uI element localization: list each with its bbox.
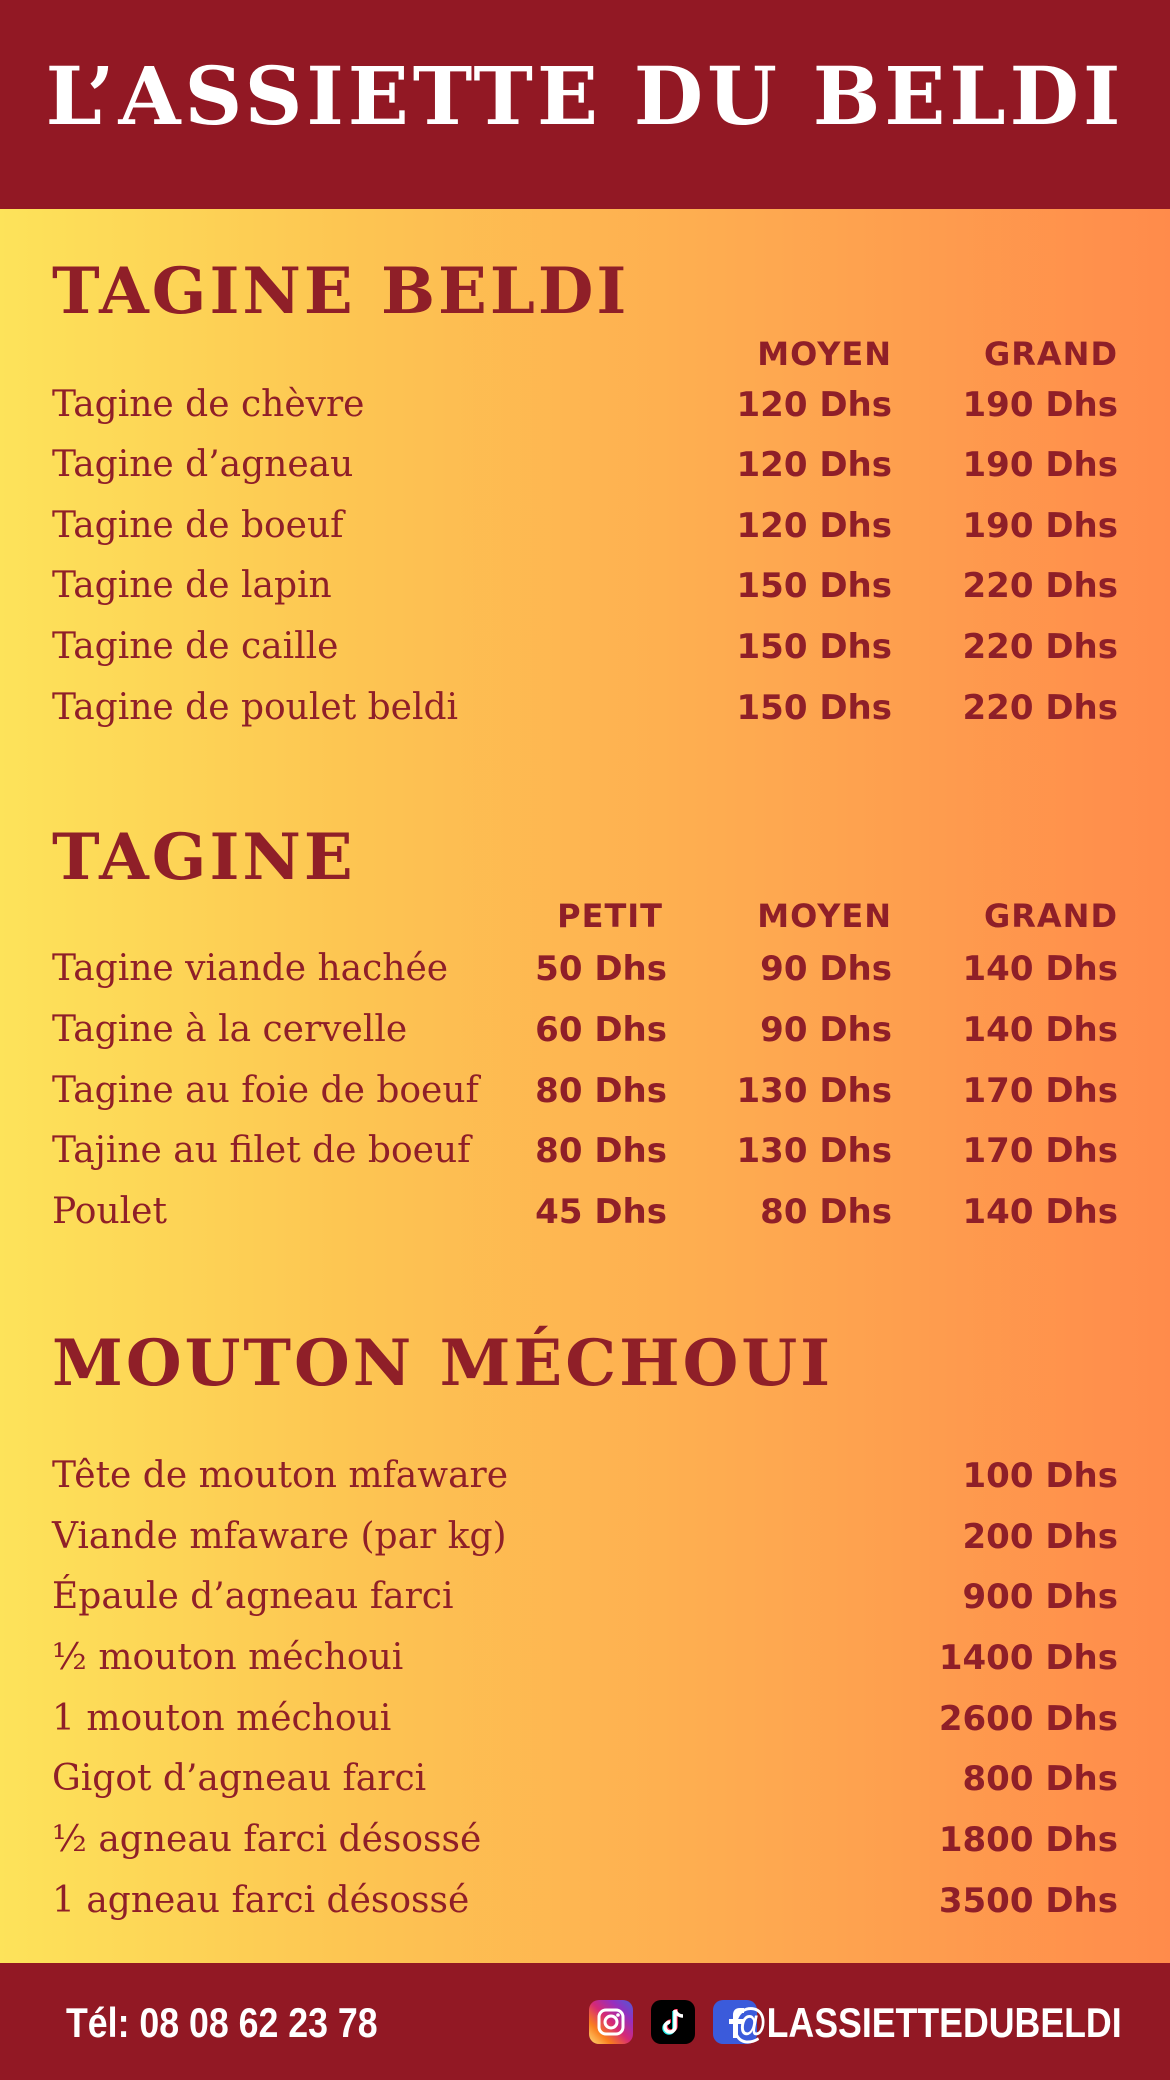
item-price: 3500 Dhs: [938, 1881, 1118, 1921]
section-title-mouton-mechoui: MOUTON MÉCHOUI: [52, 1326, 834, 1401]
menu-item: [0, 678, 1170, 738]
price-moyen: 120 Dhs: [736, 506, 892, 546]
item-name: Tagine de chèvre: [52, 384, 365, 425]
price-petit: 45 Dhs: [535, 1192, 667, 1232]
column-header-petit: PETIT: [557, 897, 663, 935]
item-name: ½ mouton méchoui: [52, 1637, 404, 1678]
price-grand: 140 Dhs: [962, 949, 1118, 989]
price-petit: 60 Dhs: [535, 1010, 667, 1050]
footer-bar: [0, 1963, 1170, 2080]
column-header-moyen: MOYEN: [757, 335, 892, 373]
section-title-tagine-beldi: TAGINE BELDI: [52, 254, 630, 329]
price-grand: 140 Dhs: [962, 1010, 1118, 1050]
menu-item: [0, 375, 1170, 435]
item-price: 2600 Dhs: [938, 1699, 1118, 1739]
phone-number: Tél: 08 08 62 23 78: [66, 1999, 378, 2046]
price-grand: 190 Dhs: [962, 506, 1118, 546]
item-name: Tagine de lapin: [52, 565, 332, 606]
item-name: Tagine à la cervelle: [52, 1009, 408, 1050]
price-grand: 170 Dhs: [962, 1131, 1118, 1171]
price-grand: 220 Dhs: [962, 627, 1118, 667]
column-header-grand: GRAND: [983, 897, 1118, 935]
item-name: Poulet: [52, 1191, 167, 1232]
price-petit: 50 Dhs: [535, 949, 667, 989]
price-grand: 220 Dhs: [962, 688, 1118, 728]
menu-item: [0, 1446, 1170, 1506]
column-header-moyen: MOYEN: [757, 897, 892, 935]
price-petit: 80 Dhs: [535, 1071, 667, 1111]
item-price: 200 Dhs: [962, 1517, 1118, 1557]
item-price: 1400 Dhs: [938, 1638, 1118, 1678]
price-moyen: 90 Dhs: [760, 949, 892, 989]
header-bar: [0, 0, 1170, 209]
item-name: Tête de mouton mfaware: [52, 1455, 509, 1496]
item-name: Épaule d’agneau farci: [52, 1576, 454, 1617]
price-grand: 190 Dhs: [962, 445, 1118, 485]
price-moyen: 120 Dhs: [736, 445, 892, 485]
menu-item: [0, 1628, 1170, 1688]
price-moyen: 120 Dhs: [736, 385, 892, 425]
item-name: 1 mouton méchoui: [52, 1698, 392, 1739]
social-handle[interactable]: @LASSIETTEDUBELDI: [732, 1999, 1122, 2046]
menu-item: [0, 1871, 1170, 1931]
menu-item: [0, 617, 1170, 677]
column-header-grand: GRAND: [983, 335, 1118, 373]
item-name: Tagine de boeuf: [52, 505, 344, 546]
item-name: Tagine d’agneau: [52, 444, 354, 485]
menu-item: [0, 1749, 1170, 1809]
instagram-icon[interactable]: [589, 2000, 633, 2044]
item-name: Viande mfaware (par kg): [52, 1516, 507, 1557]
menu-item: [0, 556, 1170, 616]
price-moyen: 130 Dhs: [736, 1071, 892, 1111]
item-name: Tagine viande hachée: [52, 948, 449, 989]
price-grand: 140 Dhs: [962, 1192, 1118, 1232]
item-name: Gigot d’agneau farci: [52, 1758, 427, 1799]
price-grand: 170 Dhs: [962, 1071, 1118, 1111]
restaurant-title: L’ASSIETTE DU BELDI: [45, 49, 1125, 143]
item-price: 100 Dhs: [962, 1456, 1118, 1496]
price-moyen: 90 Dhs: [760, 1010, 892, 1050]
price-grand: 190 Dhs: [962, 385, 1118, 425]
menu-item: [0, 939, 1170, 999]
price-moyen: 150 Dhs: [736, 627, 892, 667]
menu-item: [0, 1061, 1170, 1121]
menu-item: [0, 496, 1170, 556]
item-name: Tagine de caille: [52, 626, 339, 667]
menu-item: [0, 1567, 1170, 1627]
price-moyen: 150 Dhs: [736, 566, 892, 606]
item-name: ½ agneau farci désossé: [52, 1819, 482, 1860]
menu-item: [0, 435, 1170, 495]
item-price: 900 Dhs: [962, 1577, 1118, 1617]
price-petit: 80 Dhs: [535, 1131, 667, 1171]
price-moyen: 80 Dhs: [760, 1192, 892, 1232]
section-title-tagine: TAGINE: [52, 820, 356, 895]
menu-item: [0, 1507, 1170, 1567]
item-price: 800 Dhs: [962, 1759, 1118, 1799]
menu-item: [0, 1000, 1170, 1060]
item-price: 1800 Dhs: [938, 1820, 1118, 1860]
menu-item: [0, 1810, 1170, 1870]
item-name: Tagine de poulet beldi: [52, 687, 459, 728]
price-moyen: 150 Dhs: [736, 688, 892, 728]
menu-item: [0, 1182, 1170, 1242]
price-moyen: 130 Dhs: [736, 1131, 892, 1171]
menu-item: [0, 1689, 1170, 1749]
price-grand: 220 Dhs: [962, 566, 1118, 606]
menu-item: [0, 1121, 1170, 1181]
item-name: Tagine au foie de boeuf: [52, 1070, 479, 1111]
tiktok-icon[interactable]: [651, 2000, 695, 2044]
item-name: 1 agneau farci désossé: [52, 1880, 470, 1921]
item-name: Tajine au filet de boeuf: [52, 1130, 471, 1171]
